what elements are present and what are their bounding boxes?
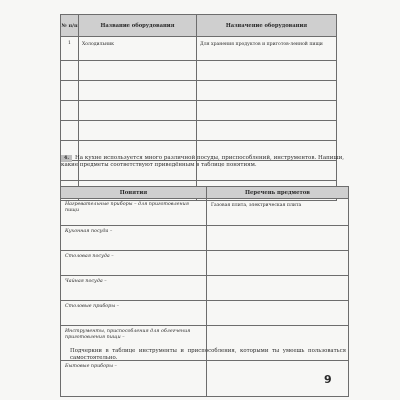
items-cell[interactable]	[207, 276, 349, 301]
header-equipment-name: Название оборудования	[79, 15, 197, 37]
underline-instruction: Подчеркни в таблице инструменты и приспособления, которыми ты умеешь пользоваться самостоятельно.	[70, 348, 346, 362]
table-row	[61, 361, 349, 397]
task-text: На кухне используется много различной посуды, приспособлений, инструментов. Напиши, какие предметы соответствуют приведённым в таблице понятиям.	[61, 155, 344, 169]
row-number-cell[interactable]	[61, 61, 79, 81]
table-row	[61, 276, 349, 301]
table-row	[61, 226, 349, 251]
items-cell[interactable]	[207, 251, 349, 276]
table-row	[61, 81, 337, 101]
task-4-instruction	[61, 155, 344, 170]
concept-cell: Нагревательные приборы – для приготовления пищи	[61, 199, 207, 226]
row-number-cell[interactable]	[61, 121, 79, 141]
concept-cell: Столовые приборы –	[61, 301, 207, 326]
header-equipment-purpose: Назначение оборудования	[197, 15, 337, 37]
equipment-purpose-cell[interactable]	[197, 121, 337, 141]
concept-cell: Чайная посуда –	[61, 276, 207, 301]
table-row	[61, 251, 349, 276]
task-number-badge: 4.	[61, 155, 72, 162]
equipment-name-cell[interactable]: Холодильник	[79, 37, 197, 61]
table-row	[61, 37, 337, 61]
equipment-name-cell[interactable]	[79, 61, 197, 81]
header-items-list: Перечень предметов	[207, 187, 349, 199]
row-number-cell[interactable]: 1	[61, 37, 79, 61]
header-number: № п/п	[61, 15, 79, 37]
table-row	[61, 199, 349, 226]
items-cell[interactable]	[207, 226, 349, 251]
equipment-name-cell[interactable]	[79, 101, 197, 121]
concepts-table	[60, 186, 349, 397]
equipment-table-header	[61, 15, 337, 37]
table-row	[61, 301, 349, 326]
concept-cell: Бытовые приборы –	[61, 361, 207, 397]
concept-cell: Кухонная посуда –	[61, 226, 207, 251]
row-number-cell[interactable]	[61, 81, 79, 101]
page-number: 9	[324, 373, 332, 386]
header-concepts: Понятия	[61, 187, 207, 199]
equipment-name-cell[interactable]	[79, 121, 197, 141]
concept-cell: Столовая посуда –	[61, 251, 207, 276]
concept-cell: Инструменты, приспособления для облегчения приготовления пищи –	[61, 326, 207, 361]
table-row	[61, 101, 337, 121]
equipment-purpose-cell[interactable]: Для хранения продуктов и приготов-ленной пищи	[197, 37, 337, 61]
table-row	[61, 61, 337, 81]
items-cell[interactable]: Газовая плита, электрическая плита	[207, 199, 349, 226]
equipment-purpose-cell[interactable]	[197, 61, 337, 81]
equipment-purpose-cell[interactable]	[197, 101, 337, 121]
items-cell[interactable]	[207, 301, 349, 326]
table-row	[61, 121, 337, 141]
equipment-purpose-cell[interactable]	[197, 81, 337, 101]
row-number-cell[interactable]	[61, 101, 79, 121]
equipment-name-cell[interactable]	[79, 81, 197, 101]
concepts-table-header	[61, 187, 349, 199]
equipment-table	[60, 14, 337, 201]
